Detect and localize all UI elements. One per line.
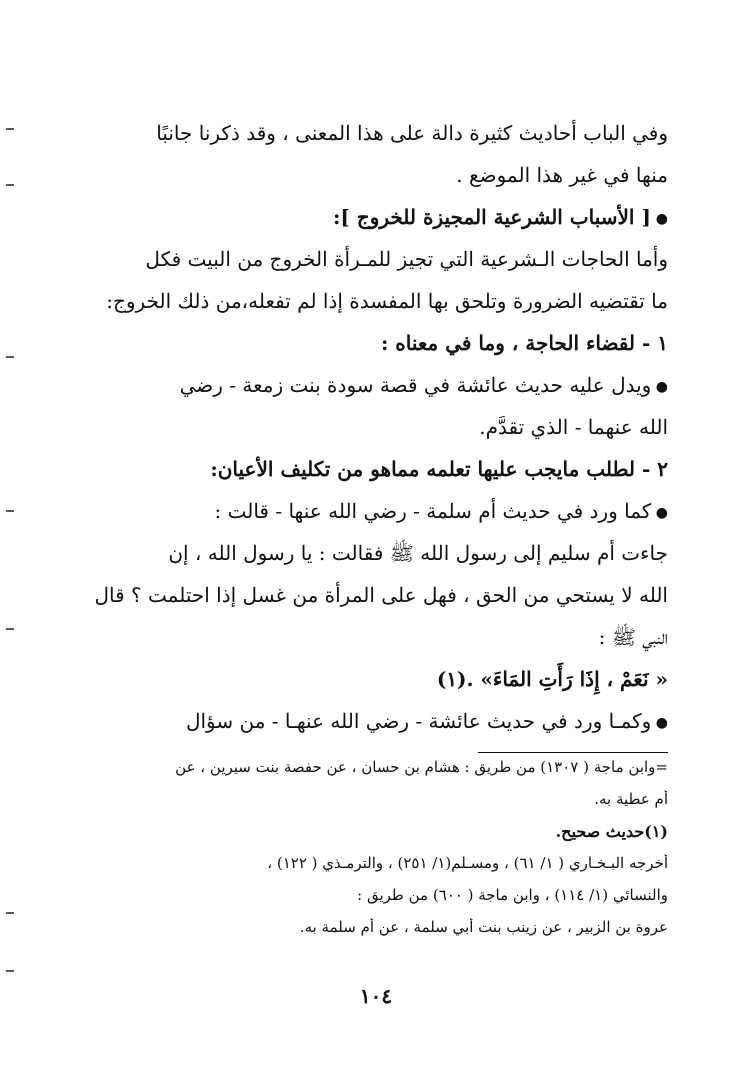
margin-mark [6,912,14,914]
body-line-1: وفي الباب أحاديث كثيرة دالة على هذا المعنى ، وقد ذكرنا جانبًا [156,121,668,145]
page-number: ١٠٤ [359,984,393,1008]
body-line-7: ● ويدل عليه حديث عائشة في قصة سودة بنت زمعة - رضي [78,364,668,406]
margin-mark [6,970,14,972]
main-text [78,112,668,742]
body-line-5: ما تقتضيه الضرورة وتلحق بها المفسدة إذا لم تفعله،من ذلك الخروج: [106,289,668,313]
footnote-line-6: عروة بن الزبير ، عن زينب بنت أبي سلمة ، عن أم سلمة به. [299,918,668,936]
body-line-12: الله لا يستحي من الحق ، فهل على المرأة من غسل إذا احتلمت ؟ قال [94,583,668,607]
margin-mark [6,184,14,186]
section-heading: ● [ الأسباب الشرعية المجيزة للخروج ]: [78,196,668,238]
footnote-line-2: أم عطية به. [594,790,668,808]
hadith-quote: « نَعَمْ ، إِذَا رَأَتِ المَاءَ» .(١) [436,667,668,691]
footnote-heading: (١)حديث صحيح. [555,822,668,841]
body-line-4: وأما الحاجات الـشرعية التي تجيز للمـرأة الخروج من البيت فكل [145,247,668,271]
margin-mark [6,356,14,358]
subheading-2: ٢ - لطلب مايجب عليها تعلمه مماهو من تكليف الأعيان: [210,457,668,481]
margin-mark [6,628,14,630]
margin-mark [6,510,14,512]
footnote-line-4: أخرجه البـخـاري ( ١/ ٦١) ، ومسـلم(١/ ٢٥١) ، والترمـذي ( ١٢٢) ، [267,854,668,872]
footnote-line-1: =وابن ماجة ( ١٣٠٧) من طريق : هشام بن حسان ، عن حفصة بنت سيرين ، عن [175,758,668,776]
body-line-10: ● كما ورد في حديث أم سلمة - رضي الله عنها - قالت : [78,490,668,532]
body-line-11: جاءت أم سليم إلى رسول الله ﷺ فقالت : يا رسول الله ، إن [168,541,668,565]
subheading-1: ١ - لقضاء الحاجة ، وما في معناه : [380,331,668,355]
body-line-13: النبي ﷺ : [598,625,668,649]
footnote-separator [478,752,668,753]
footnote-line-5: والنسائي (١/ ١١٤) ، وابن ماجة ( ٦٠٠) من طريق : [357,886,668,904]
margin-mark [6,128,14,130]
body-line-2: منها في غير هذا الموضع . [456,163,668,187]
body-line-15: ● وكمـا ورد في حديث عائشة - رضي الله عنهـا - من سؤال [78,700,668,742]
body-line-8: الله عنهما - الذي تقدَّم. [479,415,668,439]
